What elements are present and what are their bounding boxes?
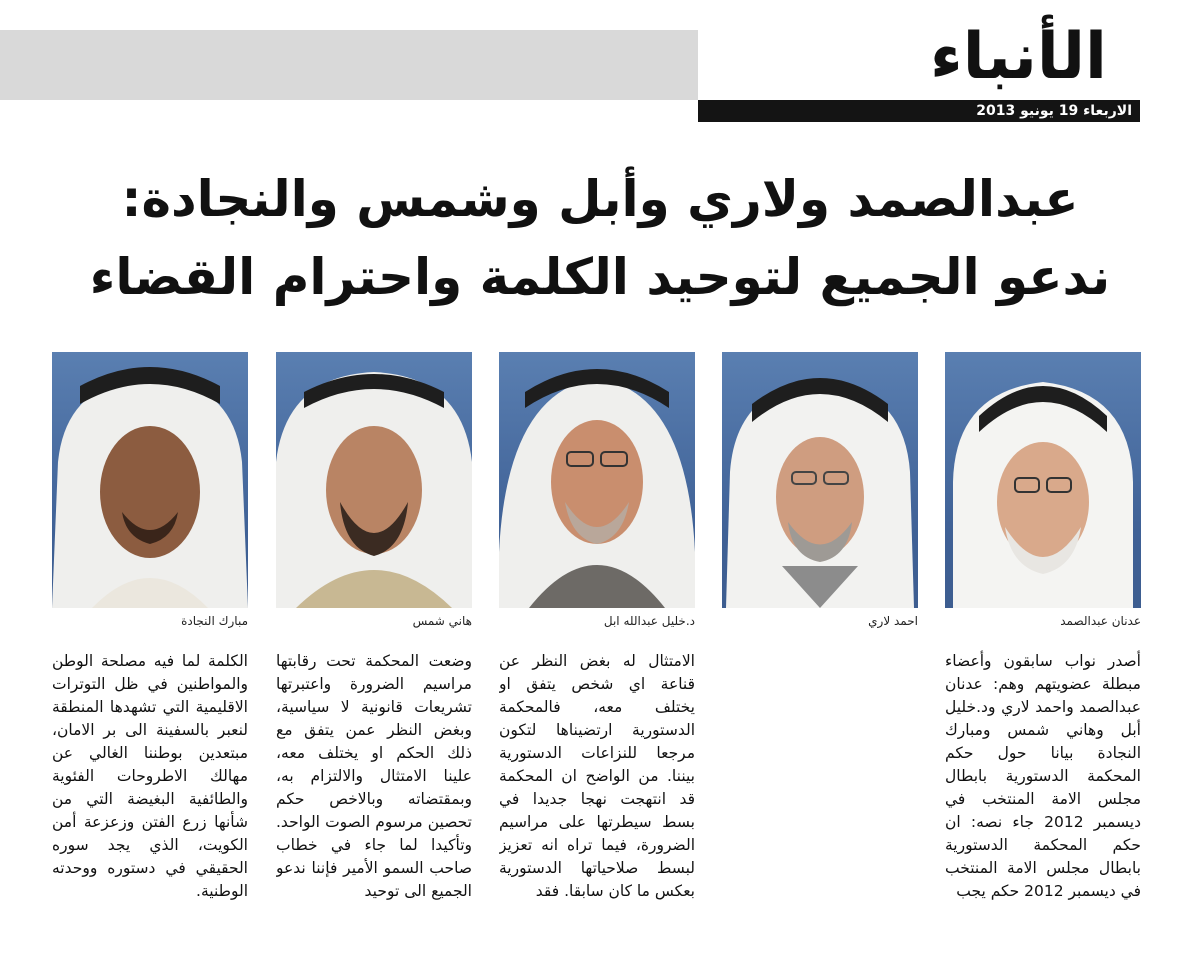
article-column-3: وضعت المحكمة تحت رقابتها مراسيم الضرورة واعتبرتها تشريعات قانونية لا سياسية، وبغض النظر عمن يتفق مع ذلك الحكم او يختلف معه، علينا الامتثال والالتزام به، وبمقتضاته وبالاخص حكم تحصين مرسوم الصوت الواحد. وتأكيدا لما جاء في خطاب صاحب السمو الأمير فإننا ندعو الجميع الى توحيد <box>276 652 472 900</box>
portrait-row <box>52 352 1140 608</box>
person-portrait-icon <box>945 352 1141 608</box>
article-column-1: أصدر نواب سابقون وأعضاء مبطلة عضويتهم وهم: عدنان عبدالصمد واحمد لاري ود.خليل أبل وهاني شمس ومبارك النجادة بيانا حول حكم المحكمة الدستورية بابطال مجلس الامة المنتخب في ديسمبر 2012 جاء نصه: ان حكم المحكمة الدستورية بابطال مجلس الامة المنتخب في ديسمبر 2012 حكم يجب <box>945 652 1141 900</box>
person-portrait-icon <box>722 352 918 608</box>
headline-line-2: ندعو الجميع لتوحيد الكلمة واحترام القضاء <box>89 248 1111 306</box>
portrait-photo-2 <box>722 352 918 608</box>
person-portrait-icon <box>52 352 248 608</box>
portrait-photo-1 <box>945 352 1141 608</box>
caption-person-4: هاني شمس <box>412 614 472 628</box>
person-portrait-icon <box>499 352 695 608</box>
newspaper-logo: الأنباء <box>930 20 1107 94</box>
caption-person-1: عدنان عبدالصمد <box>1060 614 1141 628</box>
issue-date-bar: الاربعاء 19 يونيو 2013 <box>698 100 1140 122</box>
portrait-photo-3 <box>499 352 695 608</box>
headline <box>60 160 1140 316</box>
caption-person-3: د.خليل عبدالله ابل <box>603 614 695 628</box>
article-column-4: الكلمة لما فيه مصلحة الوطن والمواطنين في ظل التوترات الاقليمية التي تشهدها المنطقة لنعبر بالسفينة الى بر الامان، مبتعدين بوطننا الغالي عن مهالك الاطروحات الفئوية والطائفية البغيضة التي من شأنها زرع الفتن وزعزعة أمن الكويت، الذي يجد سوره الحقيقي في دستوره ووحدته الوطنية. <box>52 652 248 900</box>
portrait-photo-5 <box>52 352 248 608</box>
portrait-photo-4 <box>276 352 472 608</box>
article-column-2: الامتثال له بغض النظر عن قناعة اي شخص يتفق او يختلف معه، فالمحكمة الدستورية ارتضيناها لتكون مرجعا للنزاعات الدستورية بيننا. من الواضح ان المحكمة قد انتهجت نهجا جديدا في بسط سيطرتها على مراسيم الضرورة، فيما تراه انه تعزيز لبسط صلاحياتها الدستورية بعكس ما كان سابقا. فقد <box>499 652 695 900</box>
caption-person-5: مبارك النجادة <box>181 614 248 628</box>
header-gray-band <box>0 30 698 100</box>
person-portrait-icon <box>276 352 472 608</box>
caption-person-2: احمد لاري <box>868 614 918 628</box>
headline-line-1: عبدالصمد ولاري وأبل وشمس والنجادة: <box>121 170 1079 228</box>
